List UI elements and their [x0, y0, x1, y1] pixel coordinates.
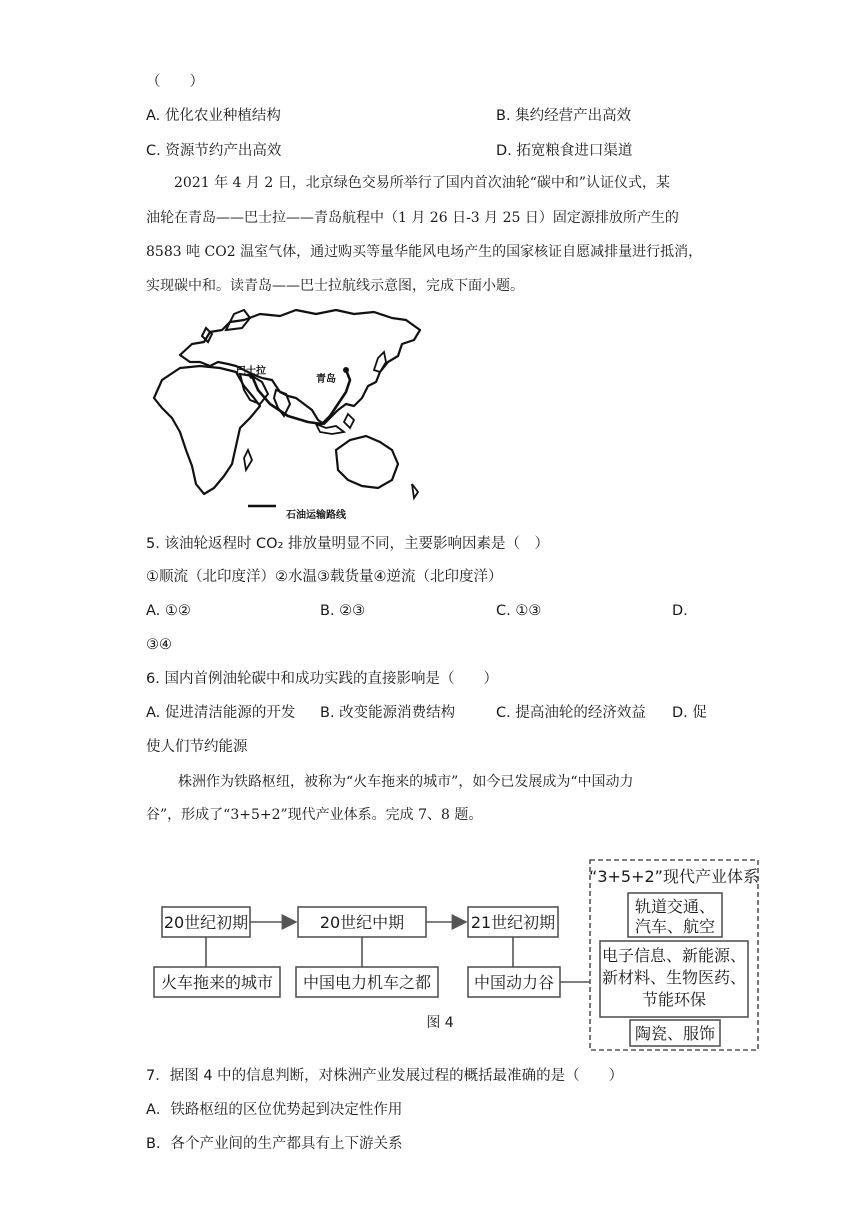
industry-group-2-line-3: 节能环保: [641, 990, 707, 1009]
industry-group-2-line-1: 电子信息、新能源、: [601, 946, 747, 965]
madagascar-outline: [244, 450, 252, 470]
basra-label: 巴士拉: [236, 366, 266, 377]
q6-stem: 6. 国内首例油轮碳中和成功实践的直接影响是（ ）: [146, 671, 498, 687]
period-label-3: 21世纪初期: [470, 913, 556, 932]
passage2-line-2: 谷”，形成了“3+5+2”现代产业体系。完成 7、8 题。: [146, 807, 483, 823]
q4-option-b: B. 集约经营产出高效: [496, 108, 632, 124]
passage1-line-4: 实现碳中和。读青岛——巴士拉航线示意图，完成下面小题。: [146, 278, 524, 294]
passage1-line-3: 8583 吨 CO2 温室气体，通过购买等量华能风电场产生的国家核证自愿减排量进行抵消，: [146, 244, 703, 260]
name-label-3: 中国动力谷: [473, 973, 555, 992]
q4-option-c: C. 资源节约产出高效: [146, 143, 282, 159]
period-label-1: 20世纪初期: [163, 913, 249, 932]
q7-option-a: A．铁路枢纽的区位优势起到决定性作用: [146, 1102, 403, 1118]
q6-option-a: A. 促进清洁能源的开发: [146, 705, 296, 721]
industry-group-1-line-2: 汽车、航空: [634, 917, 716, 936]
q5-option-d-cont: ③④: [146, 637, 172, 653]
japan-outline: [374, 352, 386, 372]
q5-option-b: B. ②③: [320, 603, 366, 619]
australia-outline: [336, 436, 398, 488]
industry-group-1-line-1: 轨道交通、: [634, 897, 716, 916]
industry-group-3-label: 陶瓷、服饰: [634, 1024, 716, 1043]
new-zealand-outline: [412, 484, 418, 498]
qingdao-label: 青岛: [316, 374, 336, 385]
q6-option-d: D. 促: [672, 705, 707, 721]
q7-stem: 7．据图 4 中的信息判断，对株洲产业发展过程的概括最准确的是（ ）: [146, 1068, 624, 1084]
figure4-caption: 图 4: [426, 1015, 454, 1031]
passage1-line-1: 2021 年 4 月 2 日，北京绿色交易所举行了国内首次油轮“碳中和”认证仪式，某: [174, 175, 671, 191]
q6-option-b: B. 改变能源消费结构: [320, 705, 456, 721]
period-label-2: 20世纪中期: [319, 913, 405, 932]
q5-option-d: D.: [672, 603, 688, 619]
q5-option-c: C. ①③: [496, 603, 542, 619]
answer-paren: （ ）: [146, 74, 204, 90]
legend-label: 石油运输路线: [286, 510, 346, 521]
passage2-line-1: 株洲作为铁路枢纽，被称为“火车拖来的城市”，如今已发展成为“中国动力: [178, 774, 634, 790]
africa-outline: [154, 366, 260, 494]
figure4-diagram: [150, 855, 765, 1055]
industry-system-title: “3+5+2”现代产业体系: [589, 867, 759, 886]
route-map: [140, 300, 440, 525]
q5-stem: 5. 该油轮返程时 CO₂ 排放量明显不同，主要影响因素是（ ）: [146, 536, 550, 552]
q4-option-a: A. 优化农业种植结构: [146, 108, 281, 124]
q6-option-d-cont: 使人们节约能源: [146, 739, 248, 755]
q4-option-d: D. 拓宽粮食进口渠道: [496, 143, 633, 159]
q7-option-b: B．各个产业间的生产都具有上下游关系: [146, 1136, 403, 1152]
q5-option-a: A. ①②: [146, 603, 191, 619]
q5-items: ①顺流（北印度洋）②水温③载货量④逆流（北印度洋）: [146, 569, 503, 585]
qingdao-marker: [343, 367, 349, 373]
name-label-2: 中国电力机车之都: [302, 973, 432, 992]
name-label-1: 火车拖来的城市: [160, 973, 274, 992]
q6-option-c: C. 提高油轮的经济效益: [496, 705, 646, 721]
industry-group-2-line-2: 新材料、生物医药、: [601, 968, 747, 987]
passage1-line-2: 油轮在青岛——巴士拉——青岛航程中（1 月 26 日-3 月 25 日）固定源排放所产生的: [146, 210, 679, 226]
